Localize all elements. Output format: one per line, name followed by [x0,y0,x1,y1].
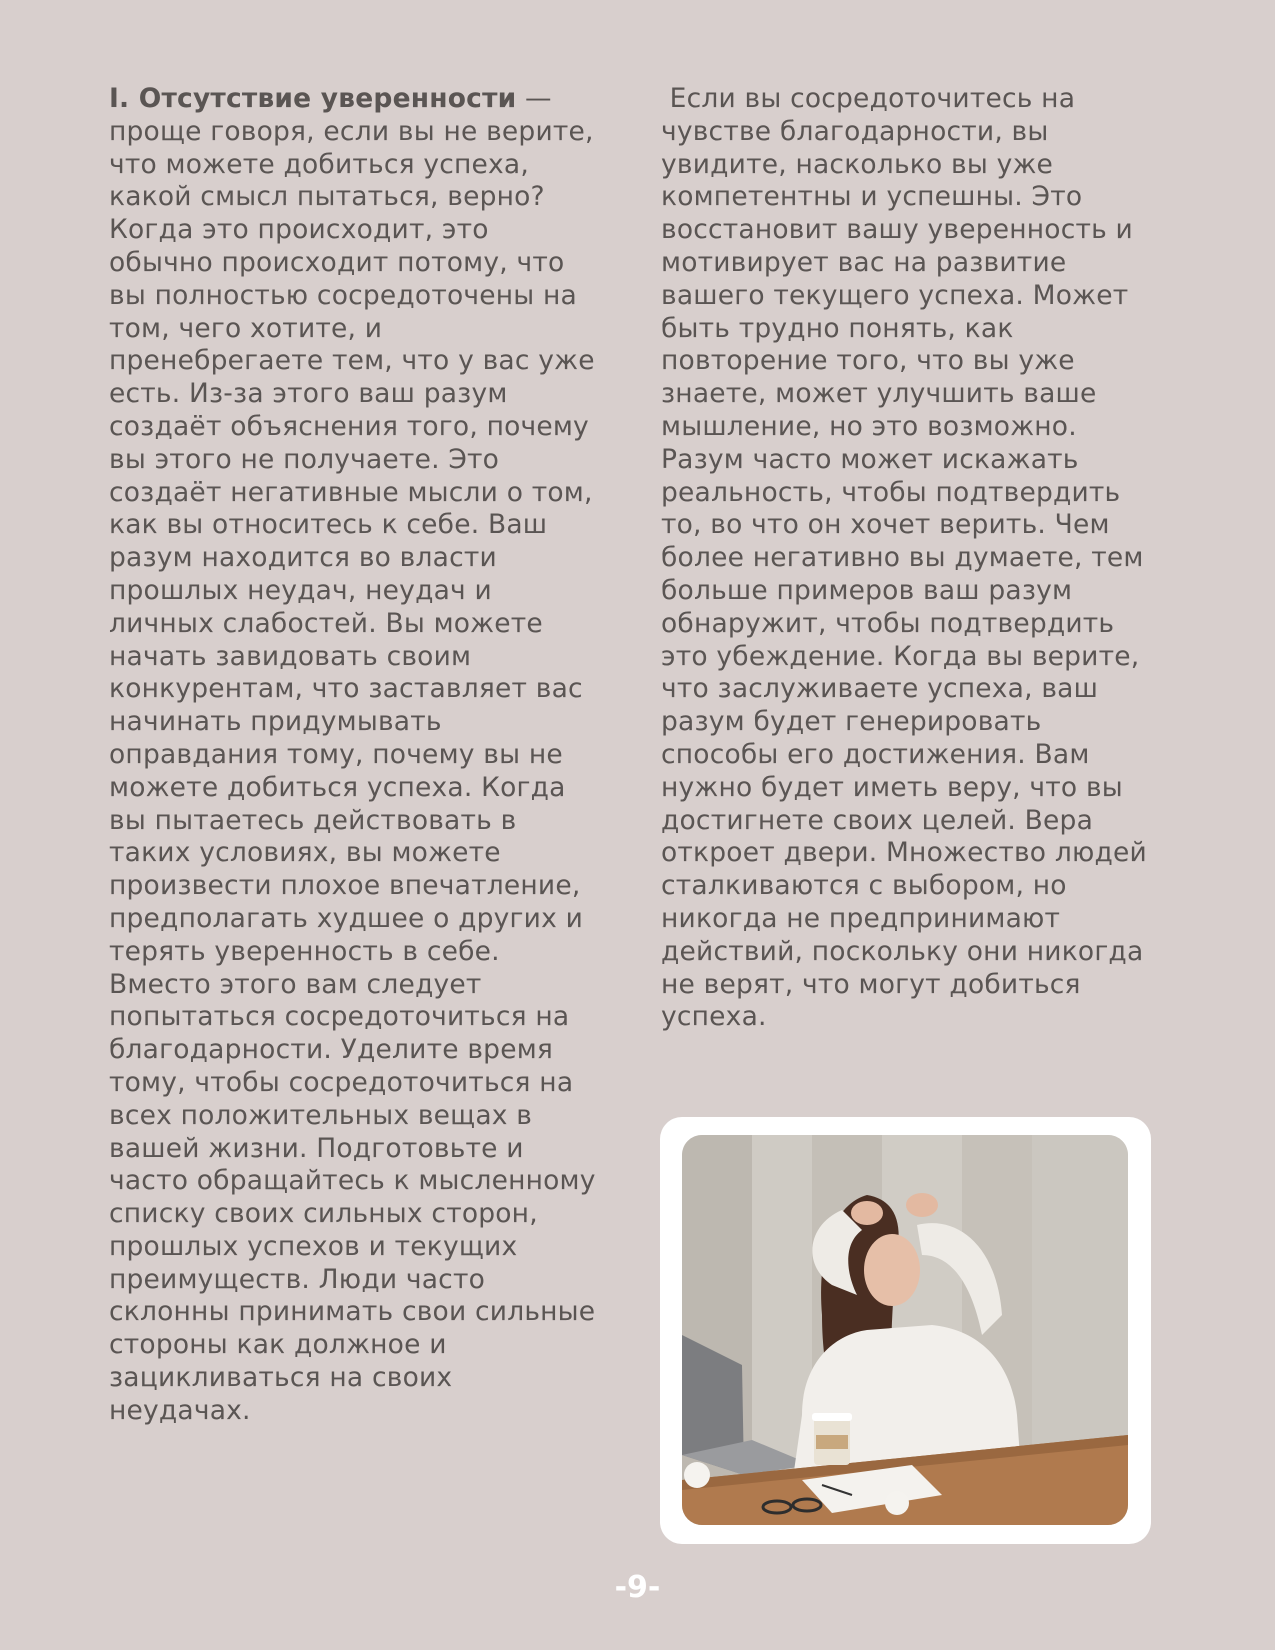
left-paragraph [109,83,605,1428]
section-heading: I. Отсутствие уверенности [109,83,517,114]
photo-frame [660,1117,1151,1544]
left-column [109,83,605,1428]
stressed-woman-photo [682,1135,1128,1525]
right-paragraph: Если вы сосредоточитесь на чувстве благодарности, вы увидите, насколько вы уже компетентны и успешны. Это восстановит вашу уверенность и мотивирует вас на развитие вашего текущего успеха. Может быть трудно понять, как повторение того, что вы уже знаете, может улучшить ваше мышление, но это возможно. Разум часто может искажать реальность, чтобы подтвердить то, во что он хочет верить. Чем более негативно вы думаете, тем больше примеров ваш разум обнаружит, чтобы подтвердить это убеждение. Когда вы верите, что заслуживаете успеха, ваш разум будет генерировать способы его достижения. Вам нужно будет иметь веру, что вы достигнете своих целей. Вера откроет двери. Множество людей сталкиваются с выбором, но никогда не предпринимают действий, поскольку они никогда не верят, что могут добиться успеха. [661,83,1156,1033]
right-column [661,83,1161,1034]
left-paragraph-text: — проще говоря, если вы не верите, что можете добиться успеха, какой смысл пытаться, верно? Когда это происходит, это обычно происходит потому, что вы полностью сосредоточены на том, чего хотите, и пренебрегаете тем, что у вас уже есть. Из-за этого ваш разум создаёт объяснения того, почему вы этого не получаете. Это создаёт негативные мысли о том, как вы относитесь к себе. Ваш разум находится во власти прошлых неудач, неудач и личных слабостей. Вы можете начать завидовать своим конкурентам, что заставляет вас начинать придумывать оправдания тому, почему вы не можете добиться успеха. Когда вы пытаетесь действовать в таких условиях, вы можете произвести плохое впечатление, предполагать худшее о других и терять уверенность в себе. Вместо этого вам следует попытаться сосредоточиться на благодарности. Уделите время тому, чтобы сосредоточиться на всех положительных вещах в вашей жизни. Подготовьте и часто обращайтесь к мысленному списку своих сильных сторон, прошлых успехов и текущих преимуществ. Люди часто склонны принимать свои сильные стороны как должное и зацикливаться на своих неудачах. [109,83,605,1426]
page-number: -9- [614,1570,661,1605]
